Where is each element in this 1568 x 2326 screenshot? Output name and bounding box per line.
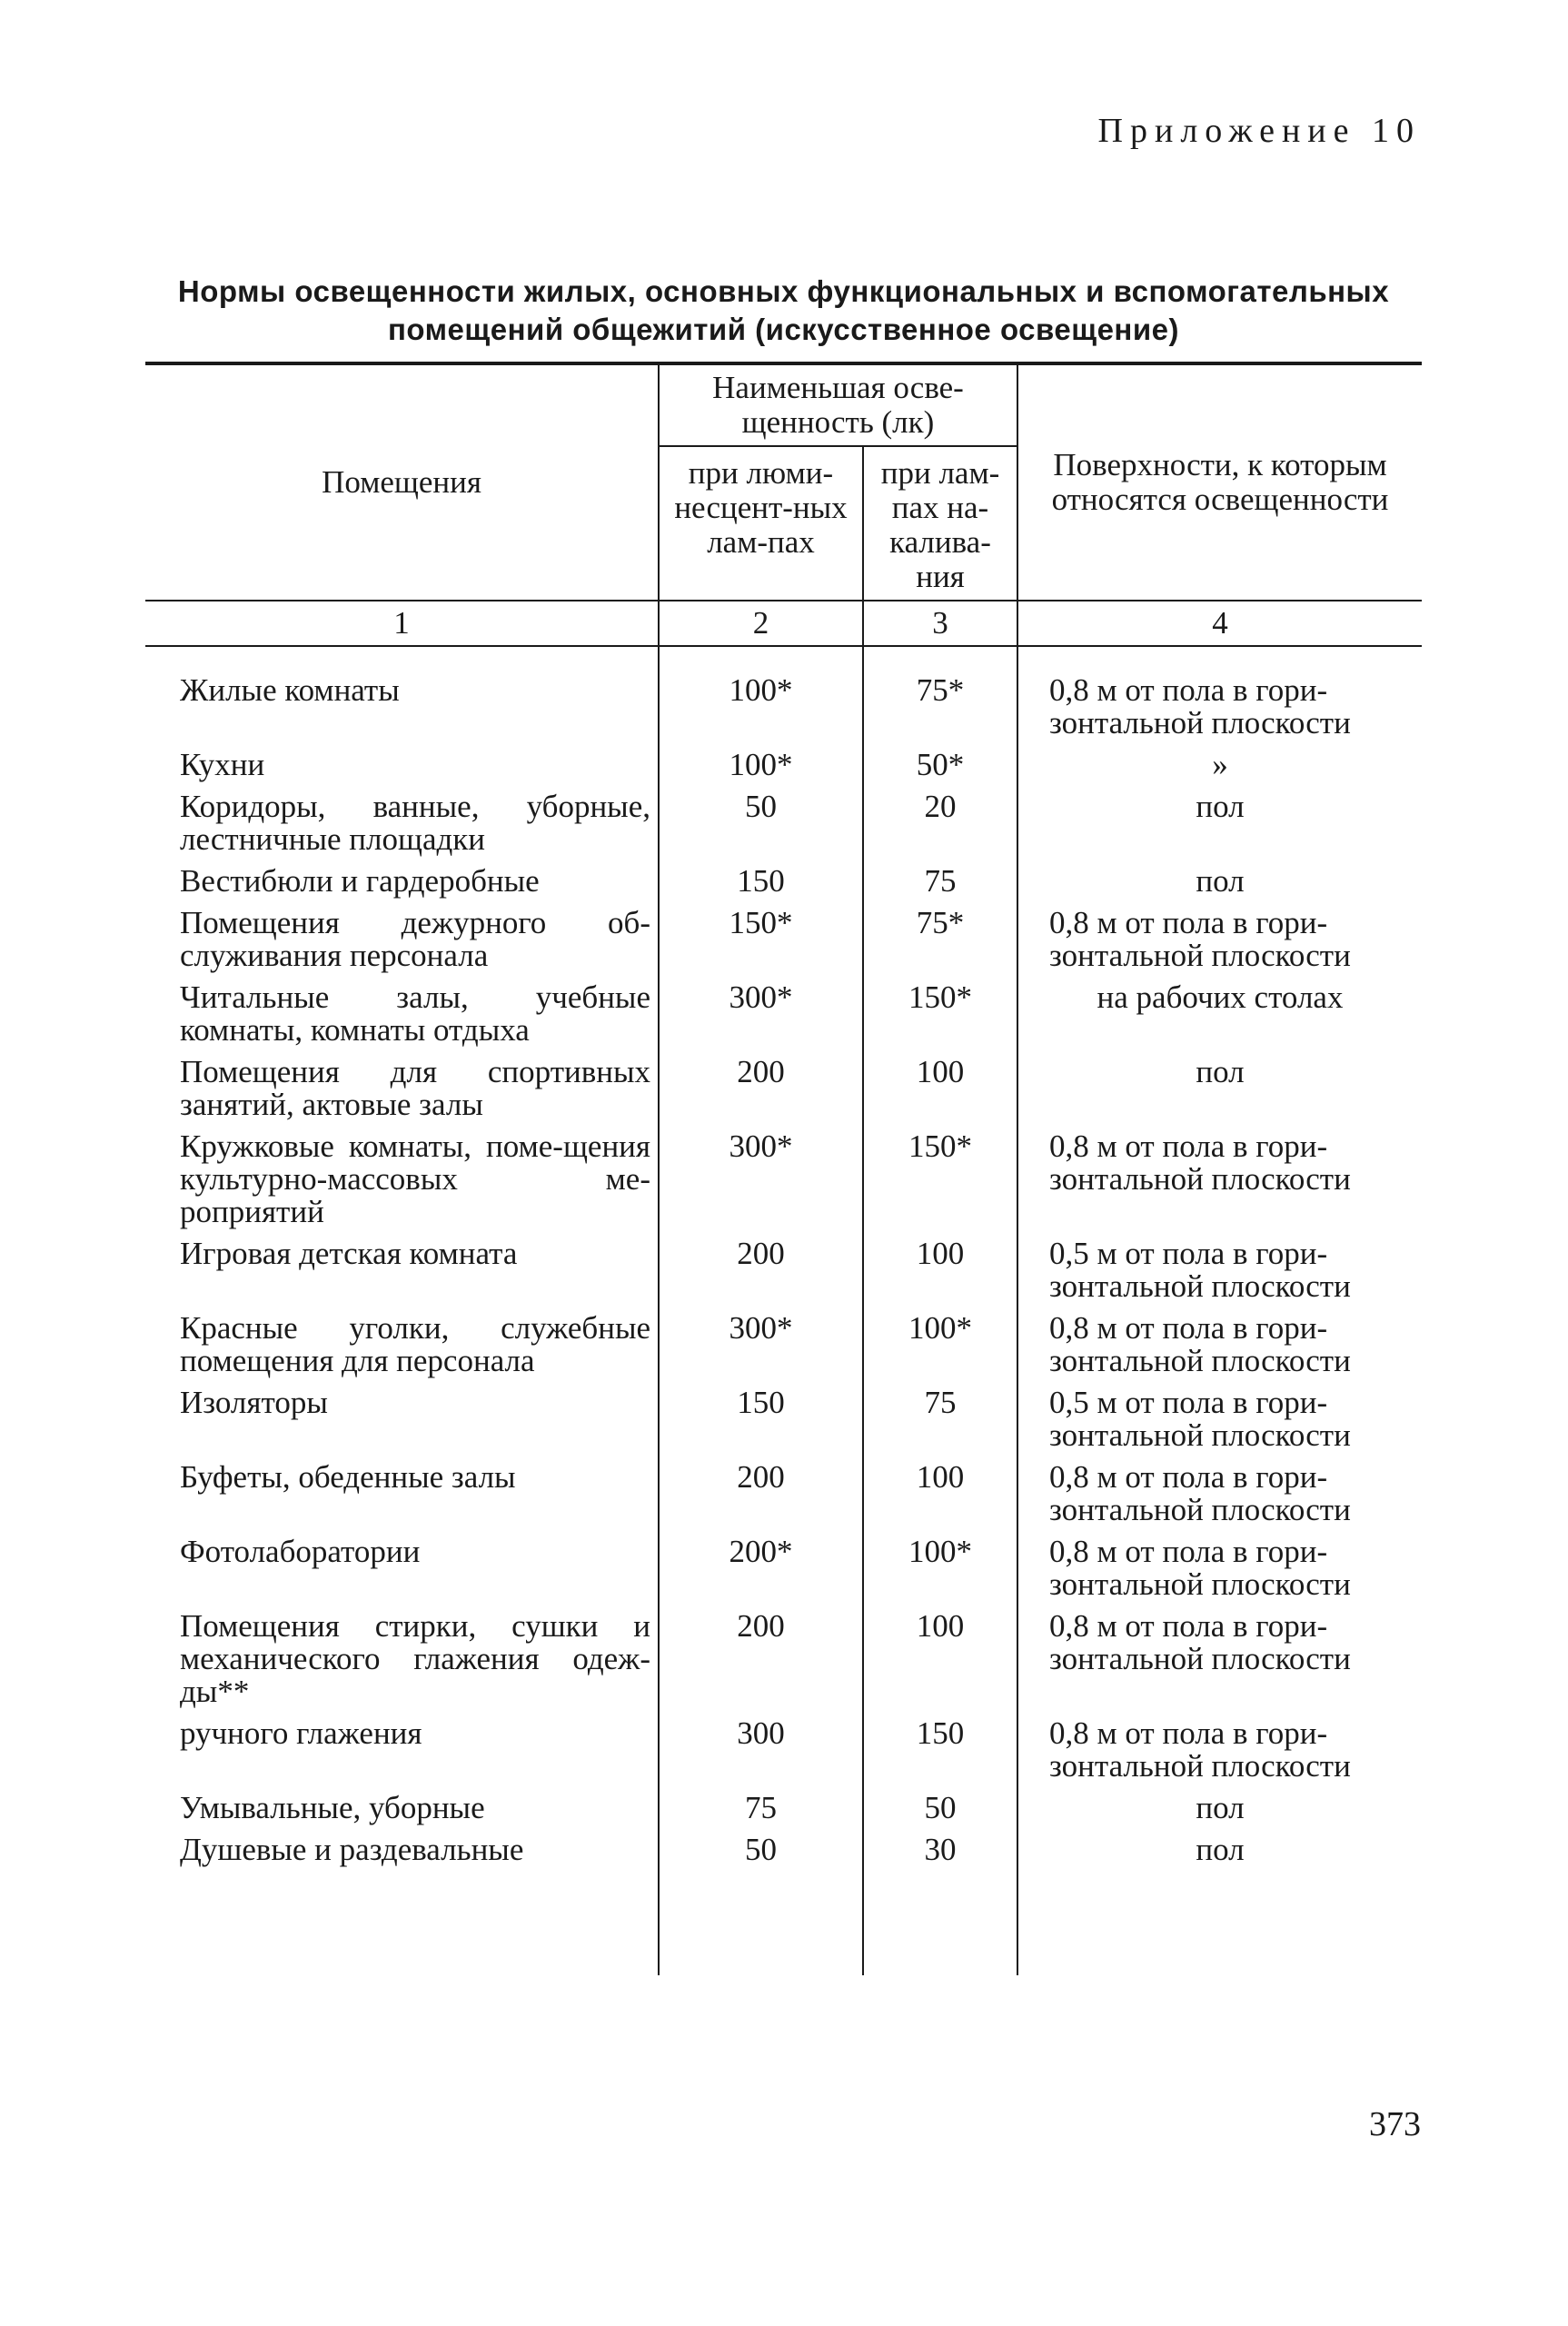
incandescent-value: 100* bbox=[863, 1526, 1017, 1601]
surface-cell: пол bbox=[1017, 781, 1422, 856]
room-cell: Коридоры, ванные, уборные, лестничные площадки bbox=[180, 789, 650, 857]
surface-cell: 0,8 м от пола в гори-зонтальной плоскости bbox=[1017, 1601, 1422, 1708]
table-row bbox=[145, 972, 1422, 1047]
incandescent-value: 100 bbox=[863, 1047, 1017, 1121]
table-row bbox=[145, 1121, 1422, 1228]
incandescent-value: 30 bbox=[863, 1824, 1017, 1866]
incandescent-value: 150* bbox=[863, 1121, 1017, 1228]
incandescent-value: 75 bbox=[863, 1377, 1017, 1452]
incandescent-value: 100 bbox=[863, 1228, 1017, 1303]
fluorescent-value: 200 bbox=[659, 1601, 863, 1708]
header-min-illumination: Наименьшая осве-щенность (лк) bbox=[659, 363, 1017, 446]
room-cell: Душевые и раздевальные bbox=[180, 1832, 524, 1867]
surface-cell: 0,8 м от пола в гори-зонтальной плоскости bbox=[1017, 1121, 1422, 1228]
fluorescent-value: 300* bbox=[659, 1121, 863, 1228]
table-spacer-row bbox=[145, 1866, 1422, 1975]
incandescent-value: 100 bbox=[863, 1601, 1017, 1708]
table-row bbox=[145, 1377, 1422, 1452]
room-cell: ручного глажения bbox=[180, 1715, 422, 1751]
header-surfaces: Поверхности, к которым относятся освещенности bbox=[1017, 363, 1422, 601]
fluorescent-value: 300* bbox=[659, 1303, 863, 1377]
table-row bbox=[145, 1824, 1422, 1866]
room-cell: Игровая детская комната bbox=[180, 1236, 518, 1271]
surface-cell: 0,8 м от пола в гори-зонтальной плоскости bbox=[1017, 646, 1422, 740]
surface-cell: 0,8 м от пола в гори-зонтальной плоскости bbox=[1017, 1452, 1422, 1526]
incandescent-value: 20 bbox=[863, 781, 1017, 856]
fluorescent-value: 200 bbox=[659, 1452, 863, 1526]
col-number-3: 3 bbox=[863, 601, 1017, 646]
table-row bbox=[145, 898, 1422, 972]
table-title bbox=[145, 273, 1422, 349]
col-number-2: 2 bbox=[659, 601, 863, 646]
table-row bbox=[145, 1452, 1422, 1526]
surface-cell: пол bbox=[1017, 856, 1422, 898]
table-body bbox=[145, 646, 1422, 1975]
table-row bbox=[145, 1303, 1422, 1377]
fluorescent-value: 100* bbox=[659, 646, 863, 740]
fluorescent-value: 100* bbox=[659, 740, 863, 781]
table-row bbox=[145, 1047, 1422, 1121]
col-number-4: 4 bbox=[1017, 601, 1422, 646]
room-cell: Кружковые комнаты, поме-щения культурно-массовых ме-роприятий bbox=[180, 1128, 650, 1229]
incandescent-value: 150* bbox=[863, 972, 1017, 1047]
table-row bbox=[145, 1228, 1422, 1303]
room-cell: Жилые комнаты bbox=[180, 672, 400, 708]
incandescent-value: 100 bbox=[863, 1452, 1017, 1526]
title-line-2: помещений общежитий (искусственное освещение) bbox=[387, 313, 1179, 346]
table-row bbox=[145, 1783, 1422, 1824]
table-row bbox=[145, 646, 1422, 740]
surface-cell: » bbox=[1017, 740, 1422, 781]
table-row bbox=[145, 1601, 1422, 1708]
surface-cell: пол bbox=[1017, 1047, 1422, 1121]
col-number-1: 1 bbox=[145, 601, 659, 646]
fluorescent-value: 200 bbox=[659, 1228, 863, 1303]
header-incandescent: при лам-пах на-калива-ния bbox=[863, 446, 1017, 601]
surface-cell: 0,5 м от пола в гори-зонтальной плоскости bbox=[1017, 1377, 1422, 1452]
surface-cell: 0,8 м от пола в гори-зонтальной плоскости bbox=[1017, 1303, 1422, 1377]
room-cell: Читальные залы, учебные комнаты, комнаты отдыха bbox=[180, 979, 650, 1048]
fluorescent-value: 75 bbox=[659, 1783, 863, 1824]
surface-cell: пол bbox=[1017, 1824, 1422, 1866]
incandescent-value: 75* bbox=[863, 646, 1017, 740]
fluorescent-value: 150 bbox=[659, 856, 863, 898]
surface-cell: 0,8 м от пола в гори-зонтальной плоскости bbox=[1017, 1708, 1422, 1783]
table-row bbox=[145, 781, 1422, 856]
incandescent-value: 50 bbox=[863, 1783, 1017, 1824]
table-row bbox=[145, 856, 1422, 898]
table-row bbox=[145, 740, 1422, 781]
title-line-1: Нормы освещенности жилых, основных функциональных и вспомогательных bbox=[177, 274, 1390, 308]
room-cell: Умывальные, уборные bbox=[180, 1790, 485, 1825]
fluorescent-value: 300* bbox=[659, 972, 863, 1047]
room-cell: Фотолаборатории bbox=[180, 1534, 421, 1569]
table-row bbox=[145, 1708, 1422, 1783]
header-fluorescent: при люми-несцент-ных лам-пах bbox=[659, 446, 863, 601]
room-cell: Кухни bbox=[180, 747, 265, 782]
page-number: 373 bbox=[1369, 2105, 1421, 2143]
room-cell: Изоляторы bbox=[180, 1385, 328, 1420]
room-cell: Вестибюли и гардеробные bbox=[180, 863, 540, 899]
room-cell: Буфеты, обеденные залы bbox=[180, 1459, 516, 1495]
fluorescent-value: 50 bbox=[659, 781, 863, 856]
incandescent-value: 75 bbox=[863, 856, 1017, 898]
room-cell: Помещения дежурного об-служивания персонала bbox=[180, 905, 650, 973]
fluorescent-value: 150* bbox=[659, 898, 863, 972]
room-cell: Красные уголки, служебные помещения для персонала bbox=[180, 1310, 650, 1378]
fluorescent-value: 200* bbox=[659, 1526, 863, 1601]
fluorescent-value: 50 bbox=[659, 1824, 863, 1866]
surface-cell: пол bbox=[1017, 1783, 1422, 1824]
fluorescent-value: 200 bbox=[659, 1047, 863, 1121]
room-cell: Помещения стирки, сушки и механического глажения одеж-ды** bbox=[180, 1608, 650, 1709]
incandescent-value: 150 bbox=[863, 1708, 1017, 1783]
incandescent-value: 100* bbox=[863, 1303, 1017, 1377]
fluorescent-value: 300 bbox=[659, 1708, 863, 1783]
table-row bbox=[145, 1526, 1422, 1601]
header-rooms: Помещения bbox=[145, 363, 659, 601]
appendix-label: Приложение 10 bbox=[1097, 112, 1421, 150]
fluorescent-value: 150 bbox=[659, 1377, 863, 1452]
surface-cell: 0,5 м от пола в гори-зонтальной плоскости bbox=[1017, 1228, 1422, 1303]
surface-cell: на рабочих столах bbox=[1017, 972, 1422, 1047]
surface-cell: 0,8 м от пола в гори-зонтальной плоскости bbox=[1017, 898, 1422, 972]
illumination-table bbox=[145, 362, 1422, 1975]
room-cell: Помещения для спортивных занятий, актовые залы bbox=[180, 1054, 650, 1122]
incandescent-value: 75* bbox=[863, 898, 1017, 972]
incandescent-value: 50* bbox=[863, 740, 1017, 781]
surface-cell: 0,8 м от пола в гори-зонтальной плоскости bbox=[1017, 1526, 1422, 1601]
